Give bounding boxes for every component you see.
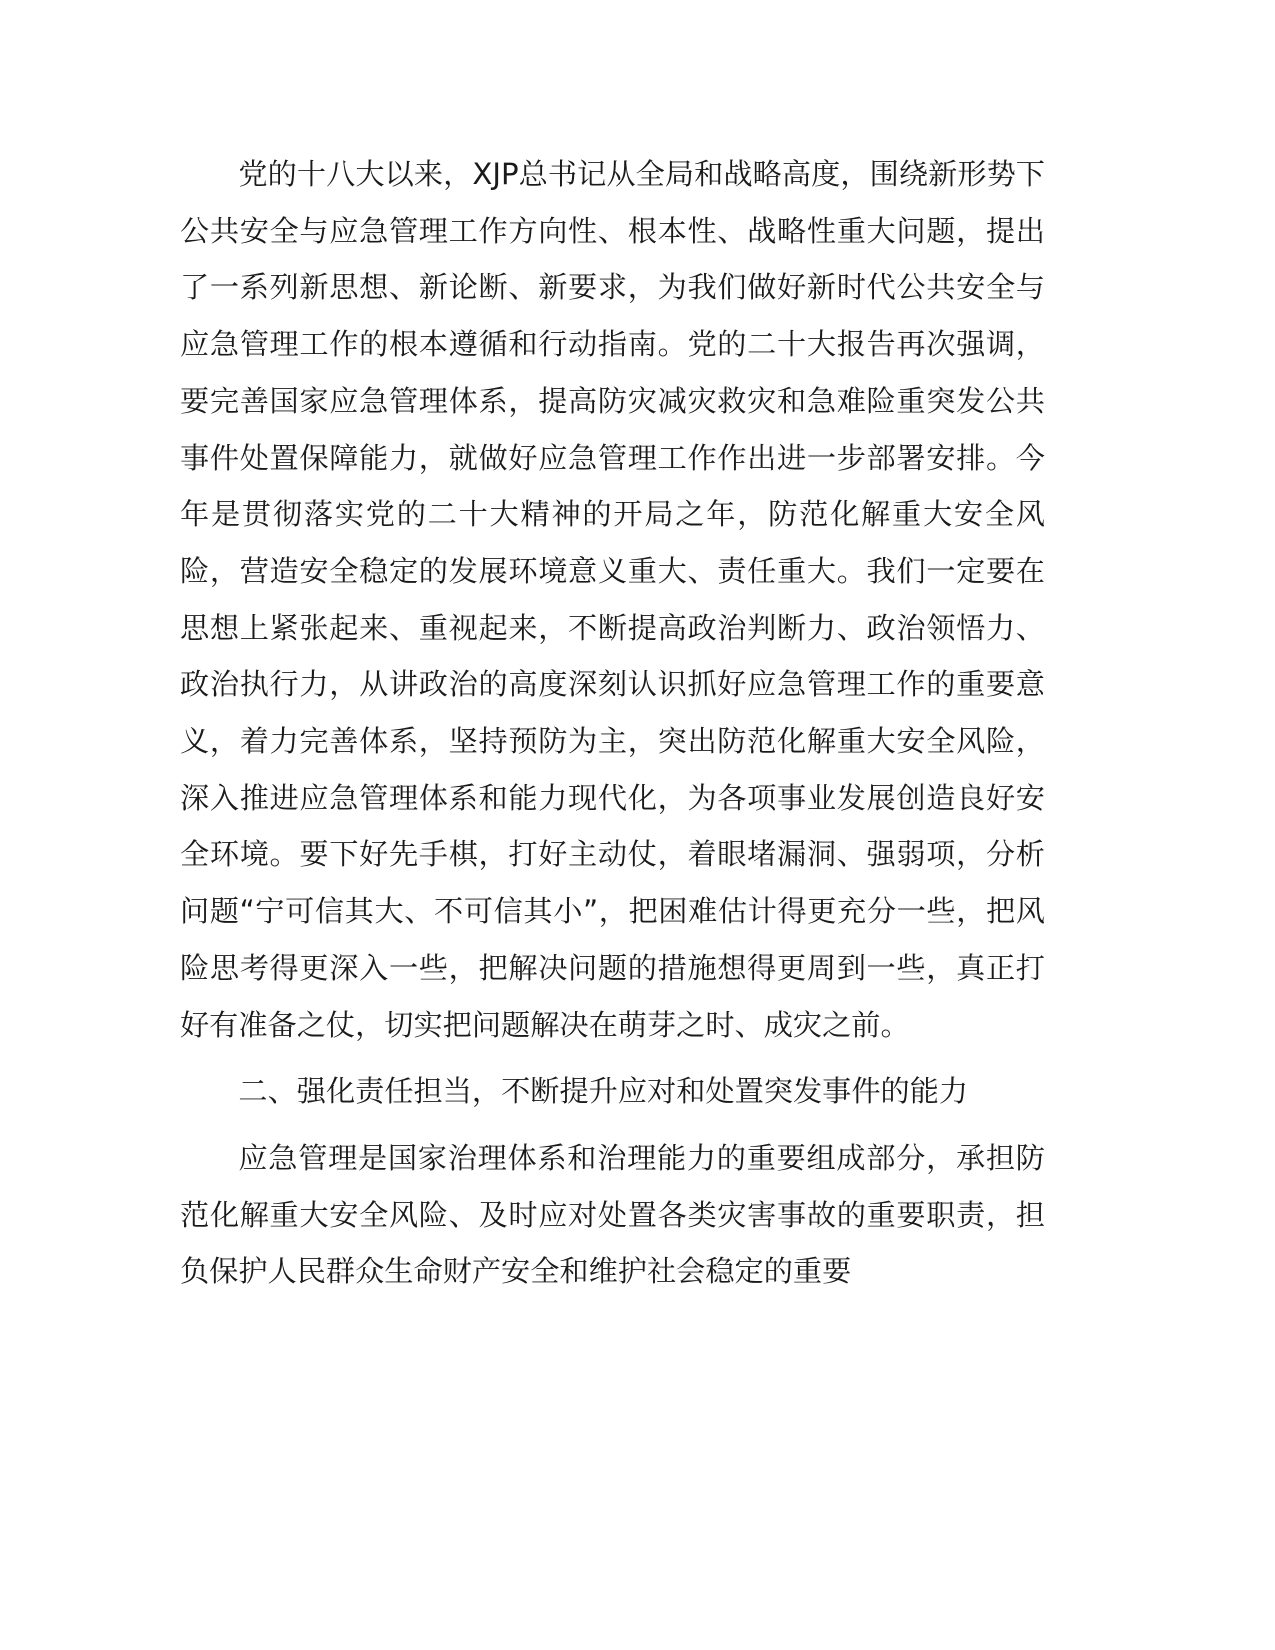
body-paragraph: 应急管理是国家治理体系和治理能力的重要组成部分，承担防范化解重大安全风险、及时应对处置各类灾害事故的重要职责，担负保护人民群众生命财产安全和维护社会稳定的重要 <box>180 1140 1045 1289</box>
section-heading: 二、强化责任担当，不断提升应对和处置突发事件的能力 <box>238 1074 969 1109</box>
body-paragraph: 党的十八大以来，XJP总书记从全局和战略高度，围绕新形势下公共安全与应急管理工作方向性、根本性、战略性重大问题，提出了一系列新思想、新论断、新要求，为我们做好新时代公共安全与应急管理工作的根本遵循和行动指南。党的二十大报告再次强调，要完善国家应急管理体系，提高防灾减灾救灾和急难险重突发公共事件处置保障能力，就做好应急管理工作作出进一步部署安排。今年是贯彻落实党的二十大精神的开局之年，防范化解重大安全风险，营造安全稳定的发展环境意义重大、责任重大。我们一定要在思想上紧张起来、重视起来，不断提高政治判断力、政治领悟力、政治执行力，从讲政治的高度深刻认识抓好应急管理工作的重要意义，着力完善体系，坚持预防为主，突出防范化解重大安全风险，深入推进应急管理体系和能力现代化，为各项事业发展创造良好安全环境。要下好先手棋，打好主动仗，着眼堵漏洞、强弱项，分析问题“宁可信其大、不可信其小”，把困难估计得更充分一些，把风险思考得更深入一些，把解决问题的措施想得更周到一些，真正打好有准备之仗，切实把问题解决在萌芽之时、成灾之前。 <box>180 157 1045 1042</box>
document-body <box>180 146 1045 1300</box>
